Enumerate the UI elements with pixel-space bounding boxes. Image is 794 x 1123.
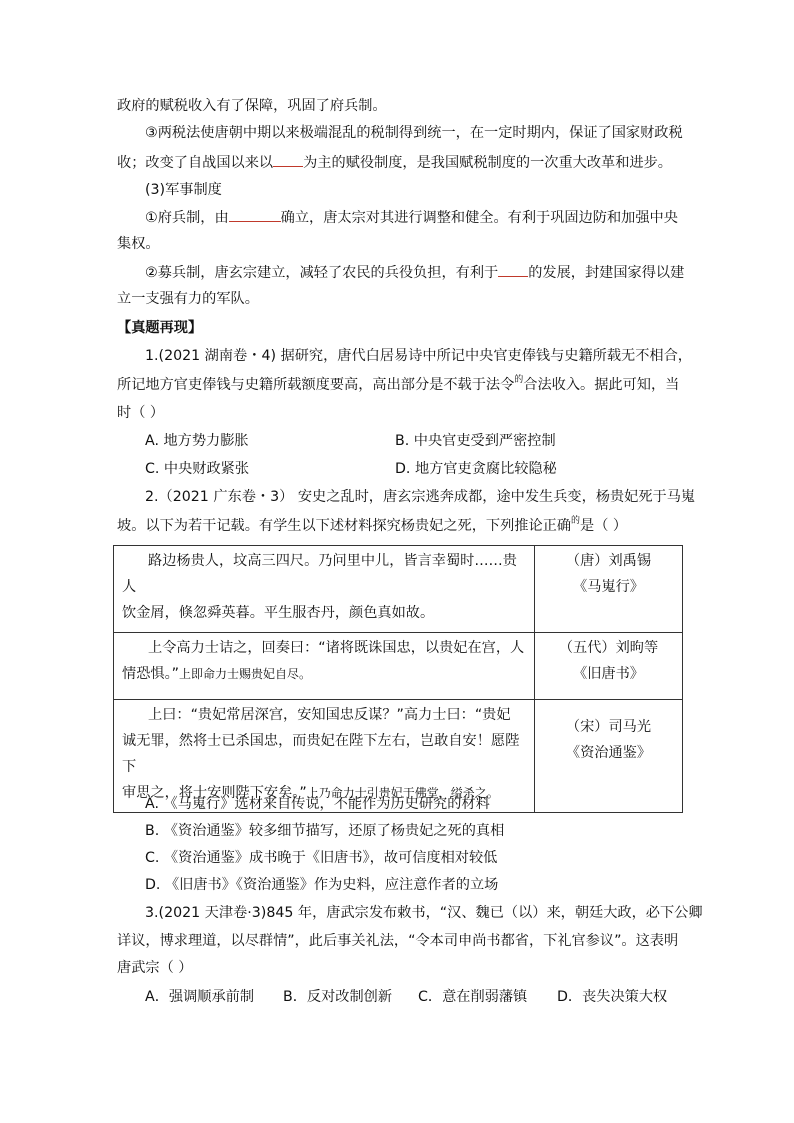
subheading: (3)军事制度 xyxy=(145,182,222,198)
paragraph: 政府的赋税收入有了保障，巩固了府兵制。 xyxy=(117,98,387,114)
option-d: D. 地方官吏贪腐比较隐秘 xyxy=(395,461,557,477)
text-line: 路边杨贵人，坟高三四尺。乃问里中儿，皆言幸蜀时……贵人 xyxy=(122,553,517,595)
source-author xyxy=(535,700,683,813)
text: 确立，唐太宗对其进行调整和健全。有利于巩固边防和加强中央 xyxy=(280,210,678,226)
option-b: B. 《资治通鉴》较多细节描写，还原了杨贵妃之死的真相 xyxy=(145,823,505,839)
blank-line xyxy=(273,152,303,167)
text: ①府兵制，由 xyxy=(145,210,229,226)
superscript: 的 xyxy=(571,516,581,526)
source-text xyxy=(114,633,535,700)
option-a: A. 《马嵬行》选材来自传说，不能作为历史研究的材料 xyxy=(145,796,490,812)
text: 收；改变了自战国以来以 xyxy=(117,155,274,171)
text-line: 诚无罪，然将士已杀国忠，而贵妃在陛下左右，岂敢自安！愿陛下 xyxy=(122,733,520,775)
blank-line xyxy=(229,207,281,222)
question-1-stem: 时（ ） xyxy=(117,405,165,421)
work-title: 《马嵬行》 xyxy=(573,579,644,595)
paragraph xyxy=(145,262,684,283)
source-table xyxy=(113,545,683,813)
option-d: D. 《旧唐书》《资治通鉴》作为史料，应注意作者的立场 xyxy=(145,877,499,893)
text: ②募兵制，唐玄宗建立，减轻了农民的兵役负担，有利于 xyxy=(145,265,499,281)
option-c: C. 《资治通鉴》成书晚于《旧唐书》，故可信度相对较低 xyxy=(145,850,498,866)
work-title: 《资治通鉴》 xyxy=(565,745,652,761)
paragraph: 立一支强有力的军队。 xyxy=(117,291,259,307)
text: 的发展，封建国家得以建 xyxy=(528,265,685,281)
question-3-stem: 唐武宗（ ） xyxy=(117,960,193,976)
text-line: 上令高力士诘之，回奏曰：“诸将既诛国忠，以贵妃在宫，人 xyxy=(148,640,525,656)
author: （宋）司马光 xyxy=(565,719,652,735)
table-row xyxy=(114,546,683,633)
source-text xyxy=(114,546,535,633)
text-line xyxy=(122,661,528,687)
question-2-stem: 2.（2021 广东卷・3） 安史之乱时，唐玄宗逃奔成都，途中发生兵变，杨贵妃死于马嵬 xyxy=(145,489,696,505)
annotation: 上乃命力士引贵妃于佛堂，缢杀之。 xyxy=(306,786,499,800)
source-author xyxy=(535,633,683,700)
superscript: 的 xyxy=(514,375,524,385)
paragraph xyxy=(117,152,672,173)
option-c: C. 中央财政紧张 xyxy=(145,461,250,477)
option-b: B．反对改制创新 xyxy=(283,989,393,1005)
source-author xyxy=(535,546,683,633)
text: 所记地方官吏俸钱与史籍所载额度要高，高出部分是不载于法令 xyxy=(117,377,515,393)
text: 合法收入。据此可知，当 xyxy=(523,377,680,393)
text: 情恐惧。” xyxy=(122,666,180,682)
paragraph xyxy=(145,207,678,228)
section-title: 【真题再现】 xyxy=(117,320,203,336)
work-title: 《旧唐书》 xyxy=(573,666,644,682)
text-line: 饮金屑，倏忽舜英暮。平生服杏丹，颜色真如故。 xyxy=(122,605,435,621)
text: 坡。以下为若干记载。有学生以下述材料探究杨贵妃之死，下列推论正确 xyxy=(117,518,572,534)
option-a: A. 地方势力膨胀 xyxy=(145,433,249,449)
blank-line xyxy=(498,262,528,277)
author: （唐）刘禹锡 xyxy=(565,553,652,569)
text: 为主的赋役制度，是我国赋税制度的一次重大改革和进步。 xyxy=(303,155,672,171)
question-2-stem xyxy=(117,516,627,538)
question-3-stem: 详议，博求理道，以尽群情”，此后事关礼法，“令本司申尚书都省，下礼官参议”。这表明 xyxy=(117,933,679,949)
text: 审思之，将士安则陛下安矣。” xyxy=(122,785,307,801)
option-b: B. 中央官吏受到严密控制 xyxy=(395,433,556,449)
option-d: D．丧失决策大权 xyxy=(557,989,668,1005)
text: 是（ ） xyxy=(580,518,628,534)
option-c: C．意在削弱藩镇 xyxy=(418,989,528,1005)
text-line: 上曰：“贵妃常居深宫，安知国忠反谋？”高力士曰：“贵妃 xyxy=(148,707,511,723)
paragraph: 集权。 xyxy=(117,236,160,252)
paragraph: ③两税法使唐朝中期以来极端混乱的税制得到统一，在一定时期内，保证了国家财政税 xyxy=(145,125,683,141)
question-3-stem: 3.(2021 天津卷·3)845 年，唐武宗发布敕书，“汉、魏已（以）来，朝廷大政，必下公卿 xyxy=(145,905,703,921)
option-a: A．强调顺承前制 xyxy=(145,989,255,1005)
author: （五代）刘昫等 xyxy=(558,640,659,656)
table-row xyxy=(114,633,683,700)
question-1-stem xyxy=(117,375,679,397)
annotation: 上即命力士赐贵妃自尽。 xyxy=(179,667,312,681)
question-1-stem: 1.(2021 湖南卷・4) 据研究，唐代白居易诗中所记中央官吏俸钱与史籍所载无不相合， xyxy=(145,348,692,364)
